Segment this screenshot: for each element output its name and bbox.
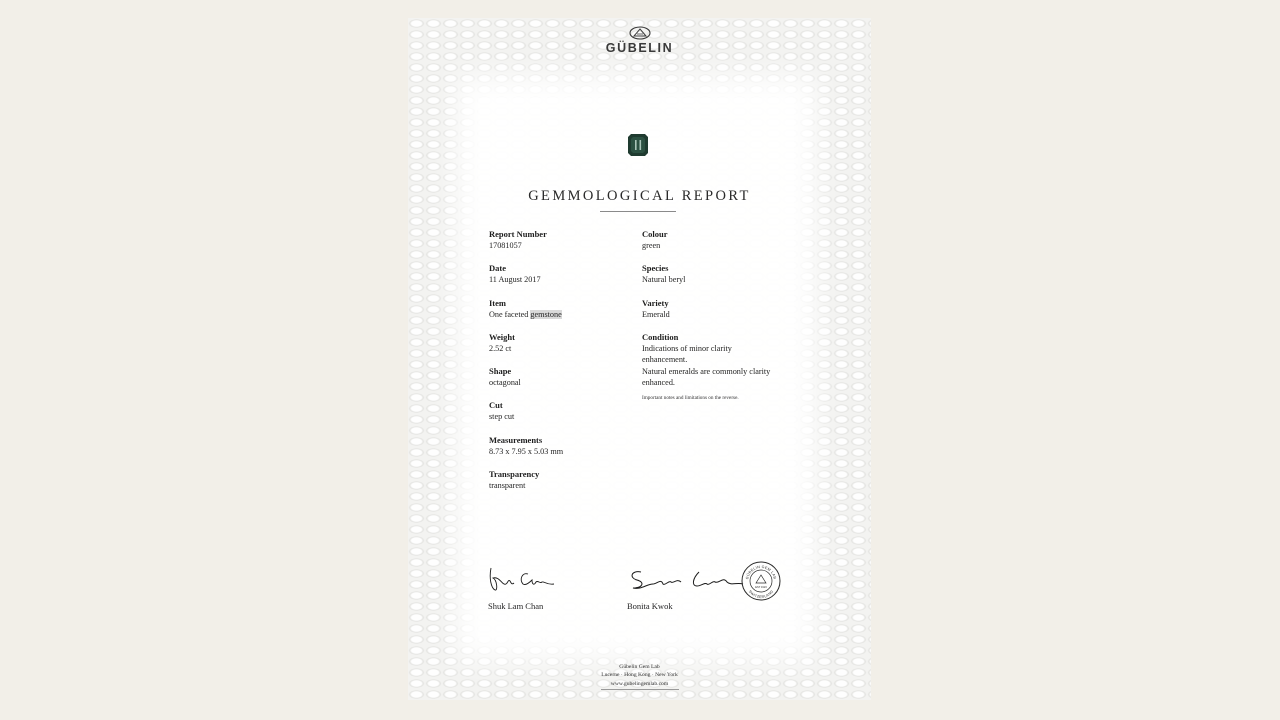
field-value: transparent bbox=[489, 481, 526, 491]
field-label: Cut bbox=[489, 400, 503, 411]
emerald-stone-icon bbox=[627, 133, 649, 157]
item-highlight: gemstone bbox=[530, 309, 562, 319]
field-value: 2.52 ct bbox=[489, 343, 512, 353]
field-value: Emerald bbox=[642, 309, 670, 319]
field-value bbox=[489, 309, 639, 321]
field-value: 11 August 2017 bbox=[489, 275, 541, 285]
signatory-name: Shuk Lam Chan bbox=[488, 601, 544, 611]
field-cut bbox=[489, 400, 639, 434]
field-value: Indications of minor clarity enhancement. bbox=[642, 343, 732, 365]
field-item bbox=[489, 298, 639, 332]
reverse-note: Important notes and limitations on the reverse. bbox=[642, 394, 739, 401]
field-value: step cut bbox=[489, 412, 515, 422]
field-variety bbox=[642, 298, 782, 332]
field-report-number bbox=[489, 229, 639, 263]
seal-top-text: GÜBELIN GEM LAB bbox=[745, 564, 777, 580]
footer-cities: Lucerne · Hong Kong · New York bbox=[601, 672, 678, 679]
field-label: Species bbox=[642, 263, 669, 274]
field-label: Report Number bbox=[489, 229, 547, 239]
certificate bbox=[408, 18, 871, 700]
brand-name: GÜBELIN bbox=[605, 41, 674, 55]
seal-center-text: EST 1923 bbox=[755, 586, 767, 589]
field-label: Transparency bbox=[489, 469, 540, 480]
report-details-left bbox=[489, 229, 639, 503]
gubelin-emblem-icon bbox=[629, 26, 651, 40]
footer-divider bbox=[601, 689, 679, 690]
field-species bbox=[642, 263, 782, 297]
field-label: Shape bbox=[489, 366, 512, 377]
report-details-right bbox=[642, 229, 782, 402]
signature-block-left bbox=[488, 564, 560, 611]
footer-url: www.gubelingemlab.com bbox=[610, 680, 669, 687]
field-weight bbox=[489, 332, 639, 366]
field-label: Weight bbox=[489, 331, 515, 342]
field-label: Condition bbox=[642, 331, 679, 342]
field-colour bbox=[642, 229, 782, 263]
field-value-secondary: Natural emeralds are commonly clarity enhanced. bbox=[642, 366, 771, 388]
field-label: Date bbox=[489, 263, 506, 274]
signature-icon bbox=[488, 564, 560, 594]
field-measurements bbox=[489, 435, 639, 469]
field-value: 8.73 x 7.95 x 5.03 mm bbox=[489, 446, 564, 456]
field-label: Colour bbox=[642, 229, 668, 239]
title-divider bbox=[600, 211, 676, 212]
report-title: GEMMOLOGICAL REPORT bbox=[528, 188, 751, 204]
footer-lab-name: Gübelin Gem Lab bbox=[619, 664, 660, 670]
field-date bbox=[489, 263, 639, 297]
field-label: Variety bbox=[642, 297, 669, 308]
field-value: 17081057 bbox=[489, 241, 522, 250]
seal-bottom-text: SWITZERLAND bbox=[747, 589, 775, 600]
brand-logo bbox=[408, 26, 871, 55]
field-value: green bbox=[642, 241, 661, 250]
field-shape bbox=[489, 366, 639, 400]
field-label: Measurements bbox=[489, 434, 543, 445]
signature-block-right bbox=[627, 564, 745, 611]
svg-text:GÜBELIN GEM LAB bbox=[745, 565, 777, 580]
field-value: Natural beryl bbox=[642, 275, 686, 285]
lab-footer bbox=[408, 663, 871, 690]
signatory-name: Bonita Kwok bbox=[627, 601, 673, 611]
field-value: octagonal bbox=[489, 378, 521, 388]
field-transparency bbox=[489, 469, 639, 503]
field-condition bbox=[642, 332, 782, 402]
item-prefix: One faceted bbox=[489, 309, 531, 319]
field-label: Item bbox=[489, 297, 506, 308]
lab-seal-stamp bbox=[741, 559, 781, 603]
signature-icon bbox=[627, 564, 745, 594]
